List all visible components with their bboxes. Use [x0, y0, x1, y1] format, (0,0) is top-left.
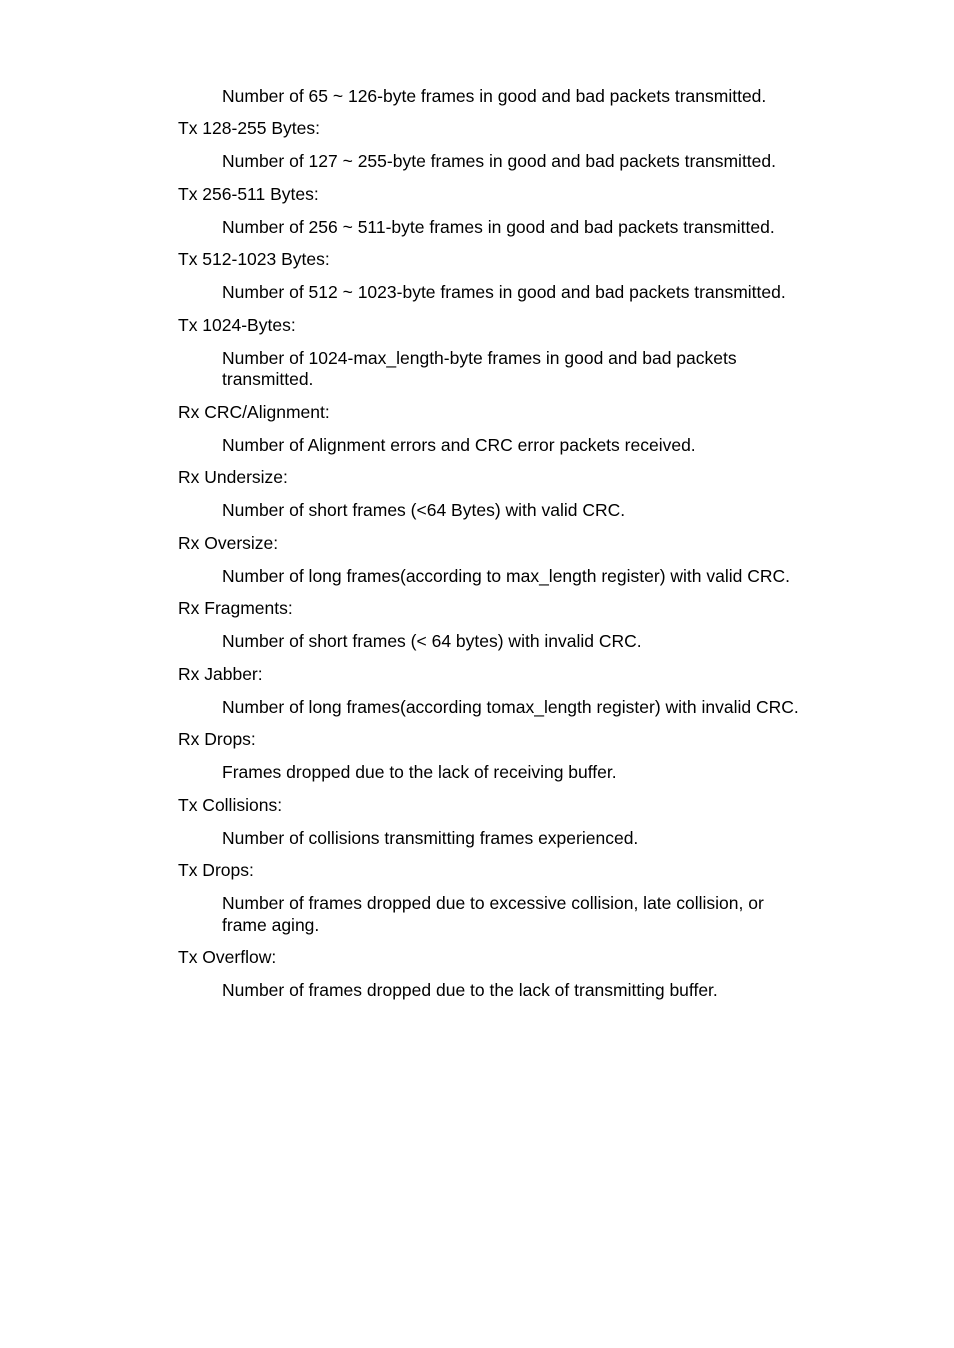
- entry-tx-collisions: [178, 795, 838, 850]
- entry-term: Tx Drops:: [178, 860, 254, 880]
- entry-tx-drops: [178, 860, 838, 936]
- entry-term: Rx Oversize:: [178, 532, 279, 553]
- entry-rx-oversize: [178, 533, 838, 588]
- entry-term: Rx Undersize:: [178, 467, 288, 487]
- lead-description: Number of 65 ~ 126-byte frames in good and bad packets transmitted.: [222, 86, 767, 106]
- entry-description: Number of frames dropped due to the lack of transmitting buffer.: [222, 980, 718, 1000]
- entry-rx-fragments: [178, 598, 838, 653]
- entry-term: Rx Drops:: [178, 729, 256, 749]
- entry-tx-128-255: [178, 118, 838, 173]
- entry-description: Number of frames dropped due to excessive collision, late collision, or frame aging.: [222, 893, 764, 935]
- entry-tx-256-511: [178, 184, 838, 239]
- entry-description: Frames dropped due to the lack of receiving buffer.: [222, 762, 617, 782]
- entry-term: Rx CRC/Alignment:: [178, 401, 330, 422]
- entry-term: Tx 512-1023 Bytes:: [178, 249, 330, 269]
- entry-description: Number of long frames(according tomax_length register) with invalid CRC.: [222, 696, 799, 717]
- entry-description: Number of short frames (< 64 bytes) with invalid CRC.: [222, 631, 642, 651]
- entry-description: Number of 127 ~ 255-byte frames in good and bad packets transmitted.: [222, 151, 777, 171]
- entry-tx-1024: [178, 315, 838, 391]
- entry-term: Rx Jabber:: [178, 663, 263, 684]
- entry-description: Number of collisions transmitting frames experienced.: [222, 827, 639, 848]
- entry-term: Tx Overflow:: [178, 947, 277, 967]
- entry-tx-512-1023: [178, 249, 838, 304]
- document-page: [178, 86, 838, 1002]
- entry-term: Tx 128-255 Bytes:: [178, 118, 321, 138]
- entry-description: Number of long frames(according to max_length register) with valid CRC.: [222, 565, 791, 586]
- entry-description: Number of 512 ~ 1023-byte frames in good and bad packets transmitted.: [222, 282, 786, 302]
- entry-rx-drops: [178, 729, 838, 784]
- entry-description: Number of 1024-max_length-byte frames in good and bad packets transmitted.: [222, 347, 737, 389]
- entry-tx-overflow: [178, 947, 838, 1002]
- entry-term: Tx Collisions:: [178, 794, 283, 815]
- entry-description: Number of short frames (<64 Bytes) with valid CRC.: [222, 500, 626, 520]
- entry-term: Rx Fragments:: [178, 598, 293, 618]
- entry-rx-jabber: [178, 664, 838, 719]
- entry-rx-undersize: [178, 467, 838, 522]
- entry-term: Tx 256-511 Bytes:: [178, 183, 319, 204]
- entry-description: Number of 256 ~ 511-byte frames in good and bad packets transmitted.: [222, 216, 775, 237]
- entry-term: Tx 1024-Bytes:: [178, 314, 296, 335]
- entry-rx-crc-alignment: [178, 402, 838, 457]
- entry-description: Number of Alignment errors and CRC error packets received.: [222, 434, 696, 455]
